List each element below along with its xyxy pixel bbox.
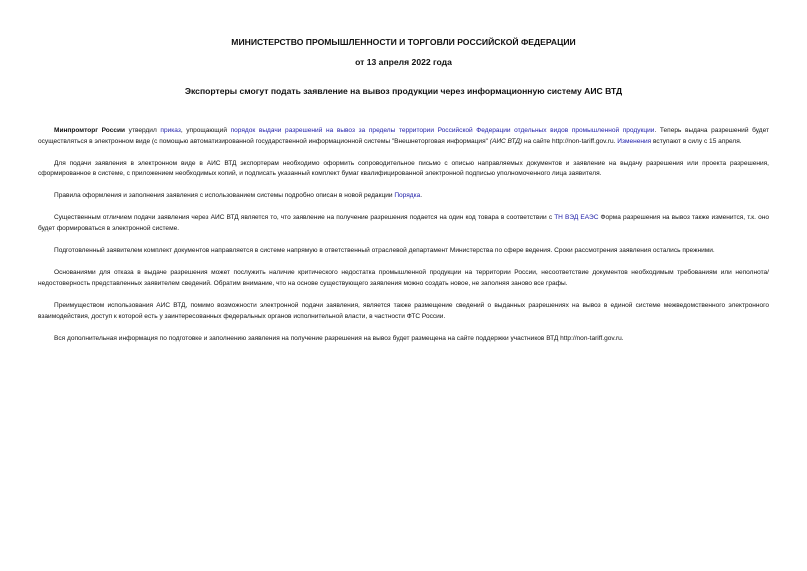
paragraph-3 — [38, 191, 769, 202]
text-span: Правила оформления и заполнения заявления с использованием системы подробно описан в новой редакции — [54, 192, 395, 200]
paragraph-1 — [38, 126, 769, 147]
organization-title: МИНИСТЕРСТВО ПРОМЫШЛЕННОСТИ И ТОРГОВЛИ РОССИЙСКОЙ ФЕДЕРАЦИИ — [231, 37, 576, 47]
changes-link[interactable]: Изменения — [617, 137, 652, 145]
text-span: , упрощающий — [180, 127, 231, 134]
document-body — [38, 126, 769, 356]
paragraph-7: Преимуществом использования АИС ВТД, помимо возможности электронной подачи заявления, является также размещение сведений о выданных разрешениях на вывоз в единой системе межведомственного электронного взаимодействия, доступ к которой есть у заинтересованных федеральных органов исполнительной власти, в частности ФТС России. — [38, 301, 769, 320]
tn-ved-link[interactable]: ТН ВЭД ЕАЭС — [554, 214, 599, 222]
text-span: вступают в силу с 15 апреля. — [651, 137, 742, 145]
system-abbreviation: (АИС ВТД) — [489, 137, 523, 145]
procedure-link[interactable]: порядок выдачи разрешений на вывоз за пределы территории Российской Федерации отдельных видов промышленной продукции — [230, 127, 655, 134]
paragraph-2: Для подачи заявления в электронном виде в АИС ВТД экспортерам необходимо оформить сопроводительное письмо с описью направляемых документов и заявление на выдачу разрешения или проекта разрешения, сформированное в системе, с приложением необходимых копий, и подписать указанный комплект бумаг квалифицированной электронной подписью уполномоченного лица заявителя. — [38, 159, 769, 178]
text-span: . — [420, 192, 423, 200]
paragraph-8: Вся дополнительная информация по подготовке и заполнению заявления на получение разрешения на вывоз будет размещена на сайте поддержки участников ВТД http://non-tariff.gov.ru. — [54, 334, 624, 342]
paragraph-5: Подготовленный заявителем комплект документов направляется в системе напрямую в ответственный отраслевой департамент Министерства по сфере ведения. Сроки рассмотрения заявления остались прежними. — [54, 247, 715, 255]
news-headline: Экспортеры смогут подать заявление на вывоз продукции через информационную систему АИС ВТД — [184, 86, 623, 96]
procedure-document-link[interactable]: Порядка — [394, 192, 421, 200]
paragraph-4 — [38, 213, 769, 234]
paragraph-6: Основаниями для отказа в выдаче разрешения может послужить наличие критического недостатка промышленной продукции на территории России, несоответствие документов необходимым требованиям или неполнота/недостоверность представленных заявителем сведений. Обратим внимание, что на основе существующего заявления можно создать новое, не заполняя заново все графы. — [38, 269, 769, 287]
document-date: от 13 апреля 2022 года — [355, 57, 452, 67]
text-span: Существенным отличием подачи заявления через АИС ВТД является то, что заявление на получение разрешения подается на один код товара в соответствии с — [54, 214, 555, 222]
text-span: Форма разрешения на вывоз также изменится, т.к. оно будет формироваться в электронной системе. — [38, 214, 769, 233]
text-span: . Теперь выдача разрешений будет осуществляться в электронном виде (с помощью автоматизированной государственной информационной системы "Внешнеторговая информация" — [38, 127, 769, 145]
text-span: утвердил — [125, 127, 161, 134]
order-link[interactable]: приказ — [160, 127, 181, 134]
text-span: на сайте http://non-tariff.gov.ru. — [522, 137, 618, 145]
ministry-name: Минпромторг России — [54, 127, 126, 134]
